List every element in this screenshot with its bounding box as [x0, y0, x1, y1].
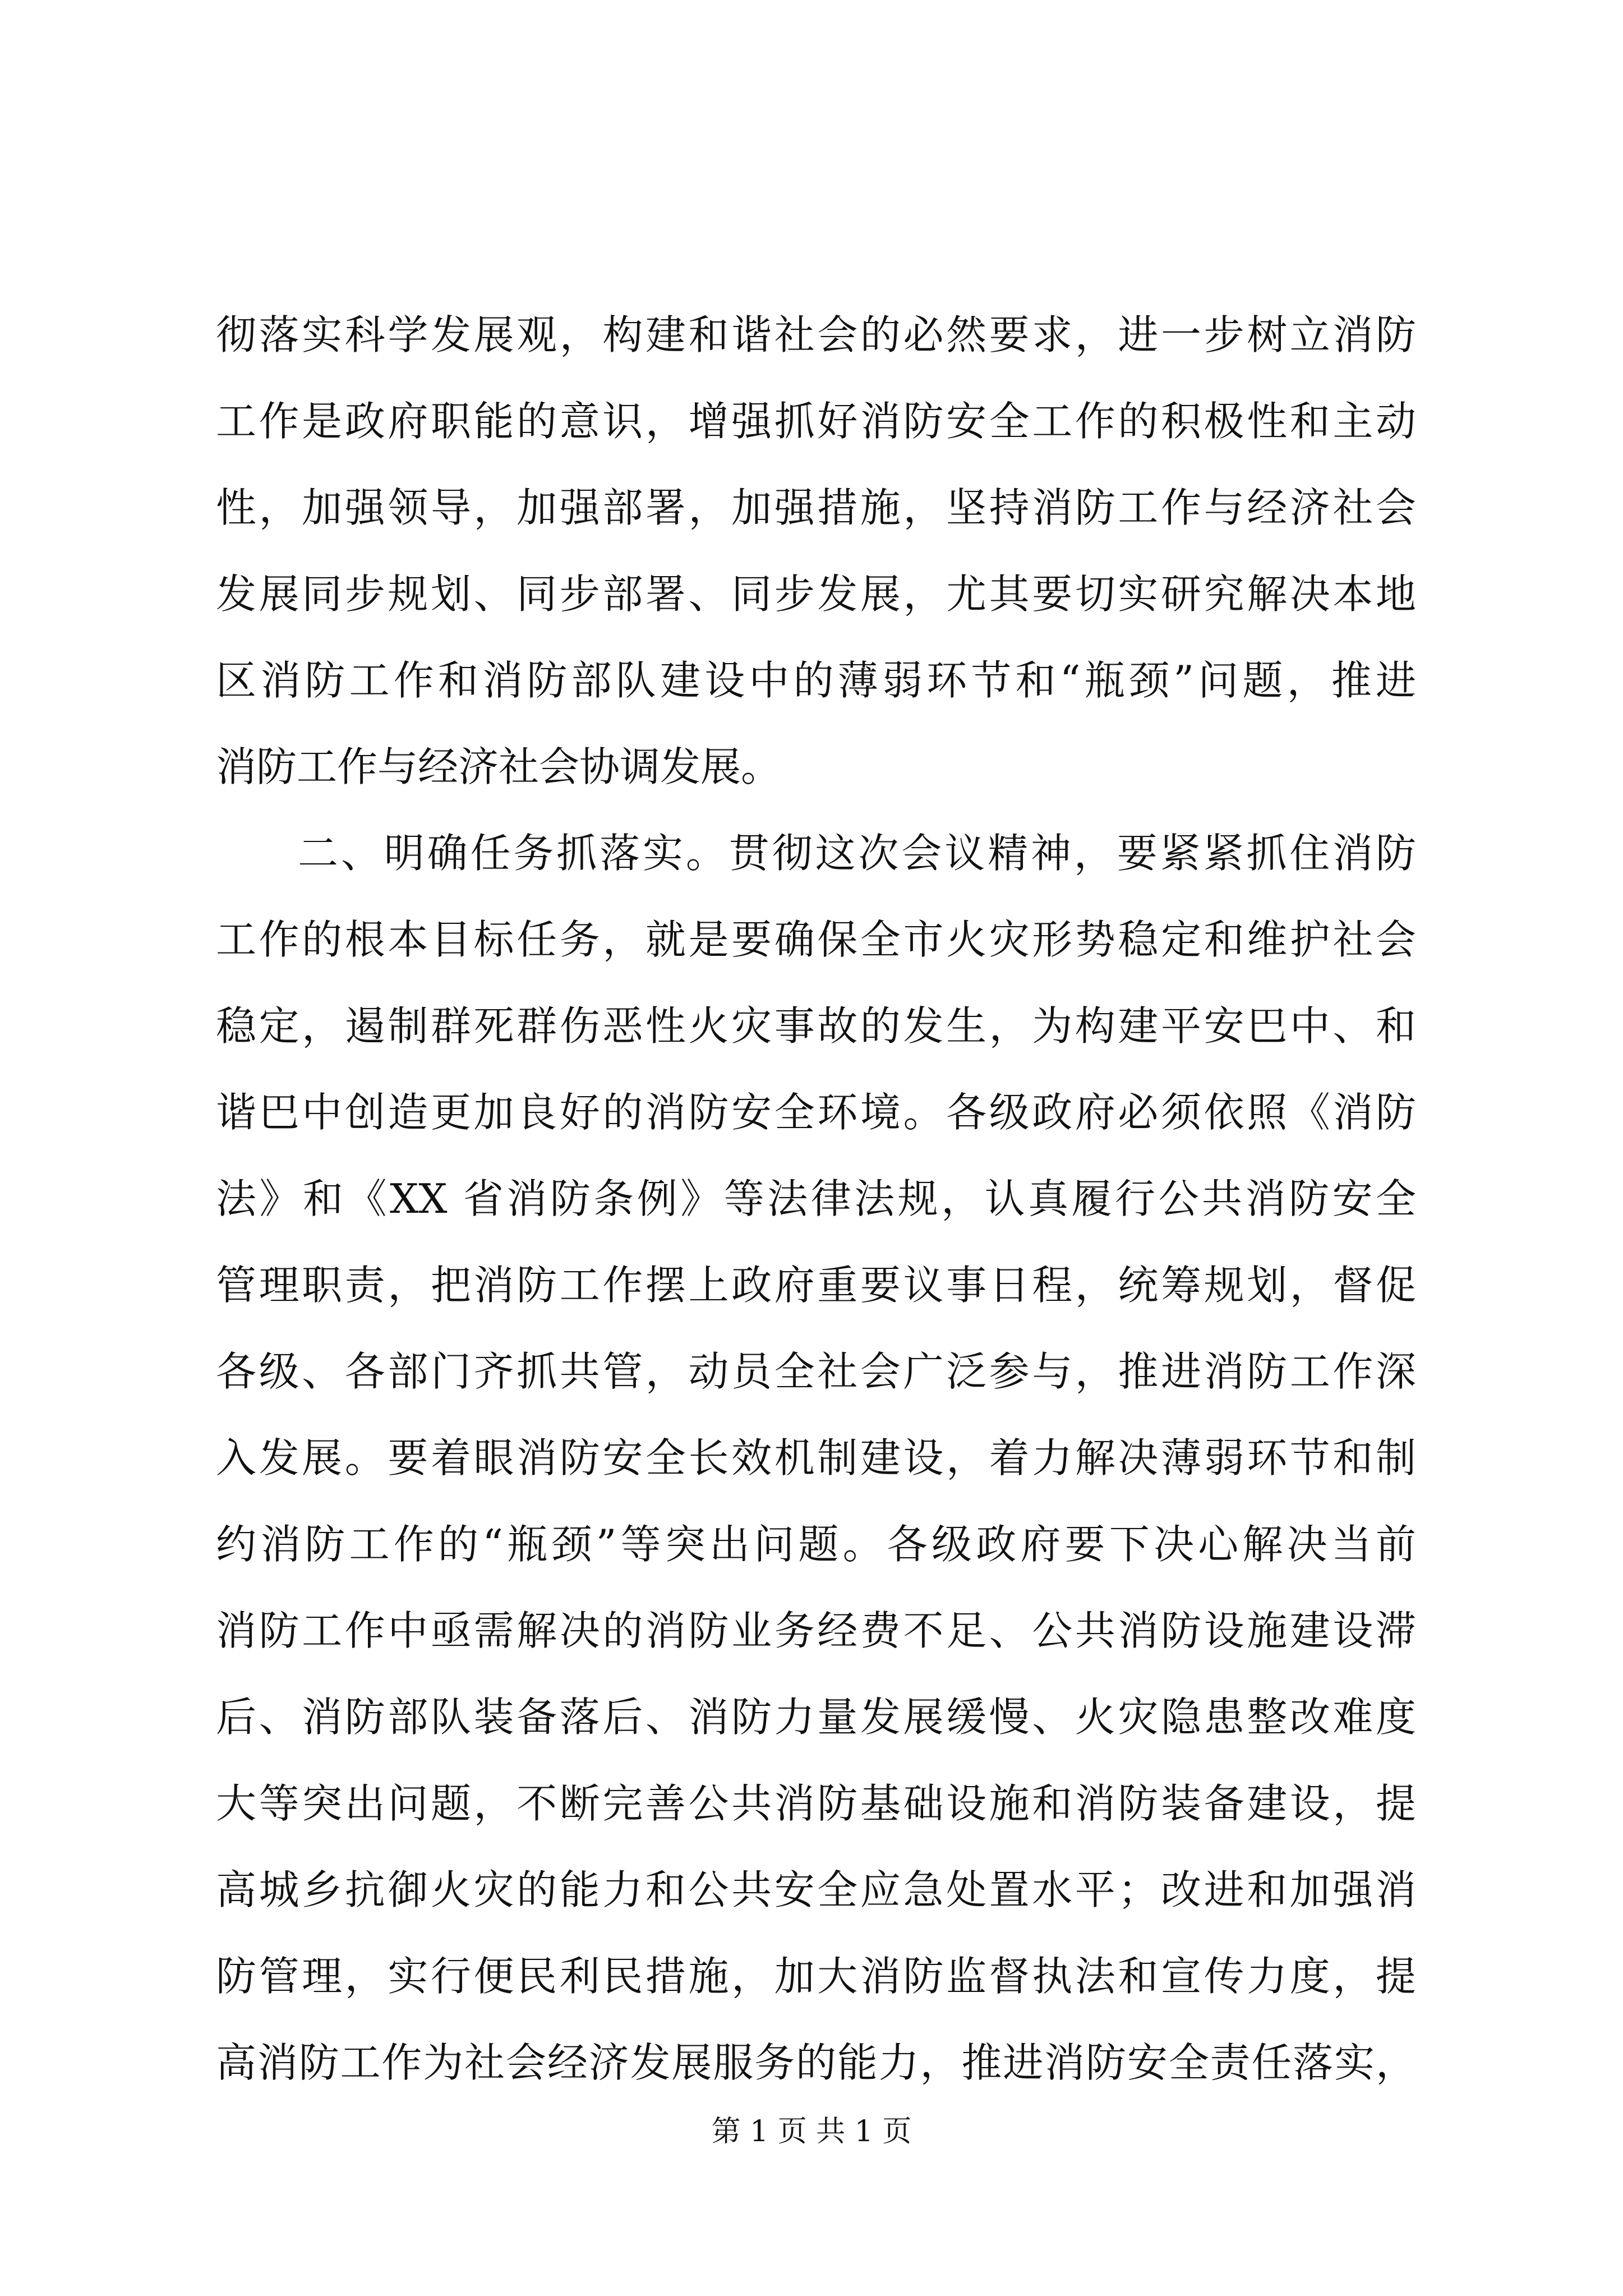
page-number-footer: 第 1 页 共 1 页 — [711, 2115, 912, 2148]
text-line: 消防工作中亟需解决的消防业务经费不足、公共消防设施建设滞 — [216, 1607, 1416, 1654]
text-line: 大等突出问题，不断完善公共消防基础设施和消防装备建设，提 — [216, 1780, 1416, 1827]
text-line: 入发展。要着眼消防安全长效机制建设，着力解决薄弱环节和制 — [216, 1434, 1416, 1481]
text-line: 工作是政府职能的意识，增强抓好消防安全工作的积极性和主动 — [216, 398, 1416, 445]
text-line: 稳定，遏制群死群伤恶性火灾事故的发生，为构建平安巴中、和 — [216, 1002, 1416, 1050]
text-line: 防管理，实行便民利民措施，加大消防监督执法和宣传力度，提 — [216, 1953, 1416, 2000]
text-line: 管理职责，把消防工作摆上政府重要议事日程，统筹规划，督促 — [216, 1262, 1416, 1309]
text-line: 发展同步规划、同步部署、同步发展，尤其要切实研究解决本地 — [216, 570, 1416, 618]
text-line: 后、消防部队装备落后、消防力量发展缓慢、火灾隐患整改难度 — [216, 1694, 1416, 1741]
text-line: 消防工作与经济社会协调发展。 — [216, 743, 782, 790]
text-line: 法》和《XX 省消防条例》等法律法规，认真履行公共消防安全 — [216, 1175, 1416, 1222]
text-line: 谐巴中创造更加良好的消防安全环境。各级政府必须依照《消防 — [216, 1089, 1416, 1136]
body-text — [216, 292, 1416, 2106]
text-line: 工作的根本目标任务，就是要确保全市火灾形势稳定和维护社会 — [216, 916, 1416, 963]
text-line: 高城乡抗御火灾的能力和公共安全应急处置水平；改进和加强消 — [216, 1866, 1416, 1913]
text-line: 性，加强领导，加强部署，加强措施，坚持消防工作与经济社会 — [216, 484, 1416, 531]
text-line: 彻落实科学发展观，构建和谐社会的必然要求，进一步树立消防 — [216, 311, 1416, 358]
text-line: 区消防工作和消防部队建设中的薄弱环节和“瓶颈”问题，推进 — [216, 657, 1416, 704]
paragraph-start-line: 二、明确任务抓落实。贯彻这次会议精神，要紧紧抓住消防 — [298, 830, 1416, 877]
text-line: 高消防工作为社会经济发展服务的能力，推进消防安全责任落实， — [216, 2039, 1416, 2086]
text-line: 各级、各部门齐抓共管，动员全社会广泛参与，推进消防工作深 — [216, 1348, 1416, 1395]
text-line: 约消防工作的“瓶颈”等突出问题。各级政府要下决心解决当前 — [216, 1521, 1416, 1568]
